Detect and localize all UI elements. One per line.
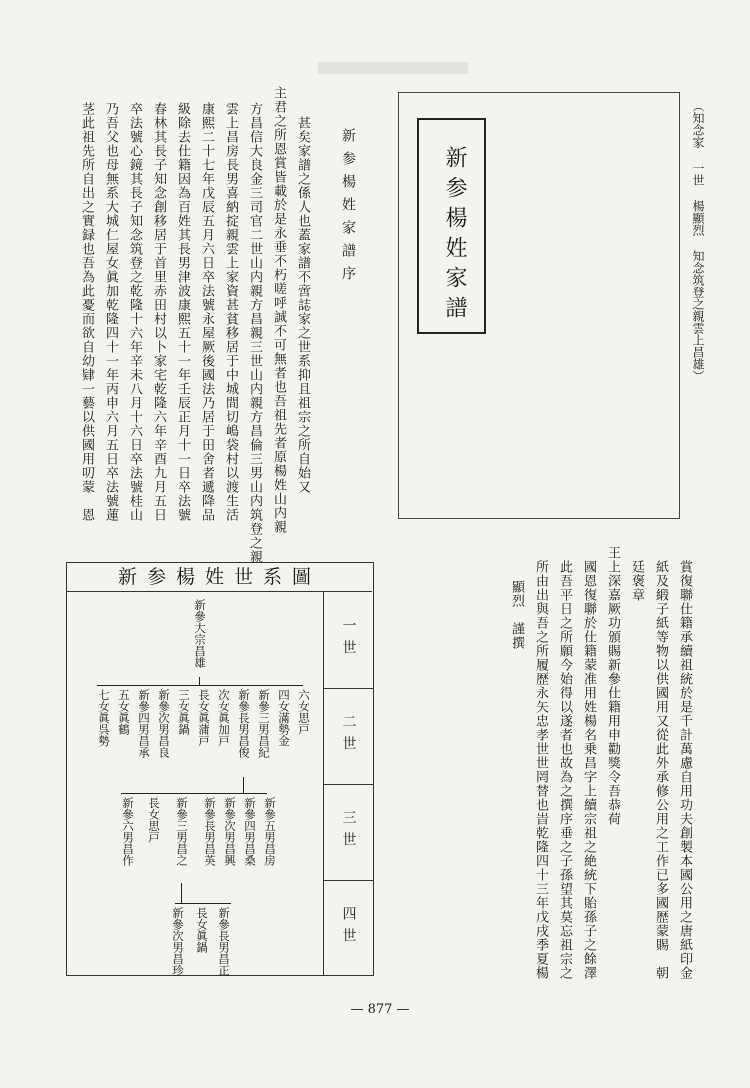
tree-person: 新參次男昌良 xyxy=(157,689,171,758)
connector xyxy=(199,677,200,685)
header-notes: （知念家 一世 楊顯烈 知念筑登之親雲上昌雄） xyxy=(691,100,705,382)
document-title: 新参楊姓家譜 xyxy=(442,146,467,326)
preface-line: 卒法號心鏡其長子知念筑登之乾隆十六年辛未八月十六日卒法號桂山 xyxy=(127,102,142,522)
page-number: — 877 — xyxy=(350,1002,410,1017)
preface-line: 主君之所恩賞皆載於是永垂不朽嗟呼誠不可無者也吾祖先者原楊姓山内親 xyxy=(271,86,286,534)
generation-cell: 一世 xyxy=(324,592,373,689)
continuation-line: 賞復聯仕籍承續祖統於是千計萬慮自用功夫創製本國公用之唐紙印金 xyxy=(677,560,692,980)
connector xyxy=(121,793,267,794)
faded-header-strip xyxy=(318,62,468,74)
continuation-line: 國恩復聯於仕籍蒙准用姓楊名乗昌字上續宗祖之絶統下貽孫子之餘澤 xyxy=(581,560,596,980)
tree-person: 新參長男昌俊 xyxy=(237,689,251,758)
preface-line: 級除去仕籍因為百姓其長男津波康熙五十一年壬辰正月十一日卒法號 xyxy=(175,102,190,522)
tree-title: 新参楊姓世系圖 xyxy=(67,563,372,592)
continuation-line: 廷褒章 xyxy=(629,560,644,602)
preface-line: 雲上昌房長男喜納掟親雲上家資甚貧移居于中城間切嶋袋村以渡生活 xyxy=(223,102,238,522)
connector xyxy=(243,777,244,793)
tree-person: 新參三男昌之 xyxy=(175,797,189,866)
preface-heading: 新参楊姓家譜序 xyxy=(340,128,356,289)
tree-person: 次女眞加戸 xyxy=(217,689,231,747)
preface-line: 甚矣家譜之係人也蓋家譜不啻誌家之世系抑且祖宗之所自始又 xyxy=(295,102,310,494)
tree-person: 新參大宗昌雄 xyxy=(193,599,207,668)
continuation-line: 王上深嘉厥功頒賜新參仕籍用申勸獎令吾恭荷 xyxy=(605,546,620,826)
preface-line: 方昌信大良金三司官二世山内親方昌親三世山内親方昌倫三男山内筑登之親 xyxy=(247,102,262,564)
tree-person: 長女思戸 xyxy=(147,797,161,843)
tree-person: 三女眞鍋 xyxy=(177,689,191,735)
continuation-line: 紙及緞子紙等物以供國用又從此外承修公用之工作已多國歴蒙賜 朝 xyxy=(653,560,668,980)
continuation-line: 所由出與吾之所履歴永矢忠孝世世罔替也旹乾隆四十三年戊戌季夏楊 xyxy=(533,560,548,980)
tree-person: 新參長男昌正 xyxy=(217,907,231,976)
tree-person: 五女眞鶴 xyxy=(117,689,131,735)
continuation-line: 此吾平日之所願今始得以遂者也故為之撰序垂之子孫望其莫忘祖宗之 xyxy=(557,560,572,980)
genealogy-tree xyxy=(66,562,374,976)
generation-cell: 二世 xyxy=(324,688,373,785)
tree-person: 長女眞鍋 xyxy=(195,907,209,953)
tree-person: 新參三男昌紀 xyxy=(257,689,271,758)
tree-person: 新參次男昌珍 xyxy=(171,907,185,976)
tree-person: 四女滿勢金 xyxy=(277,689,291,747)
generation-column xyxy=(323,592,373,975)
title-inner-box xyxy=(417,118,486,334)
tree-person: 六女思戸 xyxy=(297,689,311,735)
connector xyxy=(181,883,182,903)
generation-cell: 三世 xyxy=(324,784,373,881)
preface-line: 康熙二十七年戊辰五月六日卒法號永屋厥後國法乃居于田舍者遞降品 xyxy=(199,102,214,522)
tree-person: 新參四男昌承 xyxy=(137,689,151,758)
tree-person: 新參長男昌英 xyxy=(203,797,217,866)
tree-person: 新參五男昌房 xyxy=(263,797,277,866)
generation-cell: 四世 xyxy=(340,905,357,950)
connector xyxy=(97,685,303,686)
tree-person: 七女眞呉勢 xyxy=(97,689,111,747)
tree-person: 長女眞蒲戸 xyxy=(197,689,211,747)
preface-line: 春林其長子知念創移居于首里赤田村以卜家宅乾隆六年辛酉九月五日 xyxy=(151,102,166,522)
tree-person: 新參六男昌作 xyxy=(121,797,135,866)
connector xyxy=(175,903,231,904)
title-box xyxy=(398,92,680,519)
tree-person: 新參次男昌興 xyxy=(223,797,237,866)
preface-line: 乃吾父也母無系大城仁屋女眞加乾隆四十一年丙申六月五日卒法號蓮 xyxy=(103,102,118,522)
continuation-line: 顯烈 謹撰 xyxy=(509,580,524,650)
tree-person: 新參四男昌桑 xyxy=(243,797,257,866)
preface-line: 茎此祖先所自出之實録也吾為此憂而欲自幼肄一藝以供國用叨蒙 恩 xyxy=(79,102,94,522)
